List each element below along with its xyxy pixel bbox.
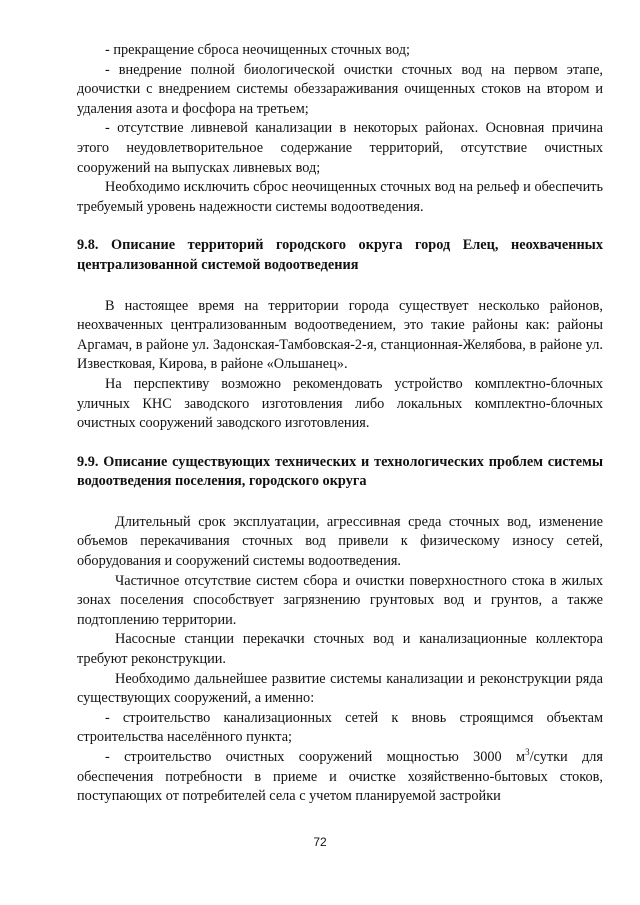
paragraph-surface-runoff: Частичное отсутствие систем сбора и очистки поверхностного стока в жилых зонах поселения способствует загрязнению грунтовых вод и грунтов, а также подтоплению территории.: [77, 572, 603, 628]
bullet-no-storm-sewer: - отсутствие ливневой канализации в некоторых районах. Основная причина этого неудовлетворительное содержание территорий, отсутствие очистных сооружений на выпусках ливневых вод;: [77, 120, 603, 176]
paragraph-recommendation: На перспективу возможно рекомендовать устройство комплектно-блочных уличных КНС заводского изготовления либо локальных комплектно-блочных очистных сооружений заводского изготовления.: [77, 375, 603, 432]
spacer: [77, 217, 603, 236]
section-heading-9-9: 9.9. Описание существующих технических и технологических проблем системы водоотведения поселения, городского округа: [77, 453, 603, 490]
paragraph-exclude-discharge: Необходимо исключить сброс неочищенных сточных вод на рельеф и обеспечить требуемый уровень надежности системы водоотведения.: [77, 179, 603, 215]
bullet-biological-treatment: - внедрение полной биологической очистки сточных вод на первом этапе, доочистки с внедрением системы обеззараживания очищенных стоков на втором и удаления азота и фосфора на третьем;: [77, 61, 603, 117]
paragraph-further-development: Необходимо дальнейшее развитие системы канализации и реконструкции ряда существующих сооружений, а именно:: [77, 670, 603, 707]
spacer: [77, 492, 603, 513]
treatment-plant-text-start: - строительство очистных сооружений мощностью 3000 м: [105, 749, 526, 765]
section-heading-9-8: 9.8. Описание территорий городского округа город Елец, неохваченных централизованной системой водоотведения: [77, 237, 603, 273]
bullet-stop-untreated-discharge: - прекращение сброса неочищенных сточных вод;: [105, 42, 410, 58]
bullet-treatment-plant: [77, 748, 603, 807]
page-number: 72: [313, 835, 327, 849]
treatment-plant-text-end: /сутки для обеспечения потребности в приеме и очистке хозяйственно-бытовых стоков, поступающих от потребителей села с учетом планируемой застройки: [77, 749, 603, 805]
bullet-sewer-networks: - строительство канализационных сетей к вновь строящимся объектам строительства населённого пункта;: [77, 709, 603, 746]
cubic-superscript: 3: [525, 747, 530, 758]
spacer: [77, 434, 603, 453]
paragraph-pump-stations: Насосные станции перекачки сточных вод и канализационные коллектора требуют реконструкции.: [77, 631, 603, 668]
spacer: [77, 276, 603, 297]
page-content: [77, 41, 603, 807]
paragraph-long-operation: Длительный срок эксплуатации, агрессивная среда сточных вод, изменение объемов перекачивания сточных вод привели к физическому износу сетей, оборудования и сооружений системы водоотведения.: [77, 513, 603, 570]
paragraph-uncovered-districts: В настоящее время на территории города существует несколько районов, неохваченных централизованным водоотведением, это такие районы как: районы Аргамач, в районе ул. Задонская-Тамбовская-2-я, станционная-Желябова, в районе ул. Известковая, Кирова, в районе «Ольшанец».: [77, 297, 603, 373]
